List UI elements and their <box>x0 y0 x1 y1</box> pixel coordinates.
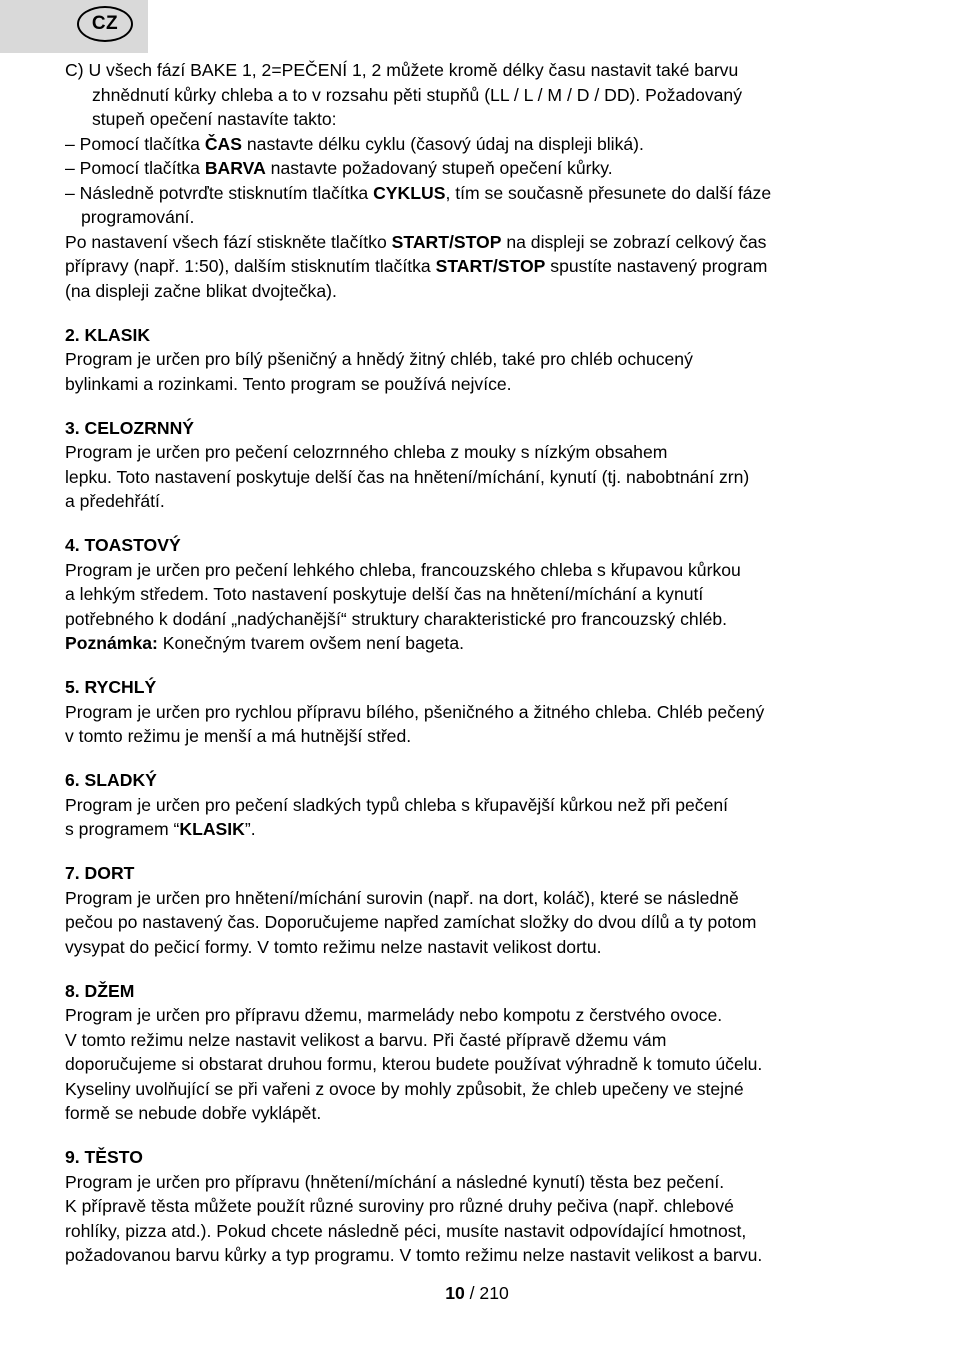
text-line: a předehřátí. <box>65 491 165 511</box>
section-klasik <box>65 323 895 397</box>
section-title: 5. RYCHLÝ <box>65 677 157 697</box>
document-body <box>65 58 895 1268</box>
note-label: Poznámka: <box>65 633 158 653</box>
bullet-item: – Pomocí tlačítka ČAS nastavte délku cyklu (časový údaj na displeji bliká). <box>65 133 644 154</box>
page-total: / 210 <box>464 1283 509 1303</box>
button-name: BARVA <box>204 158 266 178</box>
section-testo <box>65 1145 895 1268</box>
note-line: Poznámka: Konečným tvarem ovšem není bageta. <box>65 633 464 653</box>
section-dort <box>65 861 895 959</box>
text-line: potřebného k dodání „nadýchanější“ struktury charakteristické pro francouzský chléb. <box>65 608 728 629</box>
section-rychly <box>65 675 895 749</box>
language-badge: CZ <box>77 6 133 42</box>
text-line: Program je určen pro bílý pšeničný a hnědý žitný chléb, také pro chléb ochucený <box>65 349 693 369</box>
intro-paragraph <box>65 58 895 303</box>
text-line: bylinkami a rozinkami. Tento program se používá nejvíce. <box>65 373 512 394</box>
page-number: 10 <box>445 1283 465 1303</box>
section-celozrnny <box>65 416 895 514</box>
section-toastovy <box>65 533 895 656</box>
button-name: START/STOP <box>391 231 502 252</box>
text-line: Po nastavení všech fází stiskněte tlačítko START/STOP na displeji se zobrazí celkový čas <box>65 231 767 252</box>
text-line: Program je určen pro rychlou přípravu bílého, pšeničného a žitného chleba. Chléb pečený <box>65 701 765 722</box>
bullet-item: – Následně potvrďte stisknutím tlačítka CYKLUS, tím se současně přesunete do další fáze <box>65 182 772 203</box>
text-line: rohlíky, pizza atd.). Pokud chcete následně péci, musíte nastavit odpovídající hmotnost, <box>65 1220 747 1241</box>
text-line: Kyseliny uvolňující se při vařeni z ovoce by mohly způsobit, že chleb upečeny ve stejné <box>65 1078 744 1099</box>
text-line: přípravy (např. 1:50), dalším stisknutím tlačítka START/STOP spustíte nastavený program <box>65 256 768 276</box>
text-line: formě se nebude dobře vyklápět. <box>65 1103 322 1123</box>
section-dzem <box>65 979 895 1126</box>
text-line: (na displeji začne blikat dvojtečka). <box>65 280 337 301</box>
page-footer <box>0 1283 954 1304</box>
bullet-item: – Pomocí tlačítka BARVA nastavte požadovaný stupeň opečení kůrky. <box>65 158 613 178</box>
text-line: doporučujeme si obstarat druhou formu, kterou budete používat výhradně k tomuto účelu. <box>65 1054 763 1074</box>
section-title: 7. DORT <box>65 863 135 883</box>
section-title: 4. TOASTOVÝ <box>65 535 181 555</box>
text-line: zhnědnutí kůrky chleba a to v rozsahu pěti stupňů (LL / L / M / D / DD). Požadovaný <box>92 84 742 105</box>
text-line: Program je určen pro pečení lehkého chleba, francouzského chleba s křupavou kůrkou <box>65 559 741 580</box>
button-name: ČAS <box>204 133 242 154</box>
text-line: vysypat do pečicí formy. V tomto režimu nelze nastavit velikost dortu. <box>65 936 602 957</box>
text-line: a lehkým středem. Toto nastavení poskytuje delší čas na hnětení/míchání a kynutí <box>65 584 704 604</box>
text-line: Program je určen pro přípravu (hnětení/míchání a následné kynutí) těsta bez pečení. <box>65 1171 725 1192</box>
button-name: CYKLUS <box>373 182 446 203</box>
text-line: v tomto režimu je menší a má hutnější střed. <box>65 726 412 746</box>
text-line: požadovanou barvu kůrky a typ programu. V tomto režimu nelze nastavit velikost a barvu. <box>65 1245 763 1265</box>
text-line: Program je určen pro přípravu džemu, marmelády nebo kompotu z čerstvého ovoce. <box>65 1005 723 1025</box>
section-title: 6. SLADKÝ <box>65 770 157 790</box>
text-line: Program je určen pro pečení sladkých typů chleba s křupavější kůrkou než při pečení <box>65 794 729 815</box>
button-name: START/STOP <box>435 256 546 276</box>
text-line: s programem “KLASIK”. <box>65 819 256 839</box>
text-line: V tomto režimu nelze nastavit velikost a barvu. Při časté přípravě džemu vám <box>65 1029 667 1050</box>
section-title: 3. CELOZRNNÝ <box>65 417 195 438</box>
section-title: 8. DŽEM <box>65 980 135 1001</box>
text-line: stupeň opečení nastavíte takto: <box>92 109 337 129</box>
section-sladky <box>65 768 895 842</box>
text-line: Program je určen pro hnětení/míchání surovin (např. na dort, koláč), které se následně <box>65 887 739 908</box>
text-line: pečou po nastavený čas. Doporučujeme napřed zamíchat složky do dvou dílů a ty potom <box>65 912 757 932</box>
text-line: C) U všech fází BAKE 1, 2=PEČENÍ 1, 2 můžete kromě délky času nastavit také barvu <box>65 60 739 80</box>
section-title: 9. TĚSTO <box>65 1147 143 1167</box>
text-line: programování. <box>81 207 195 227</box>
text-line: lepku. Toto nastavení poskytuje delší čas na hnětení/míchání, kynutí (tj. nabobtnání zrn) <box>65 466 750 487</box>
text-line: Program je určen pro pečení celozrnného chleba z mouky s nízkým obsahem <box>65 442 668 462</box>
text-line: K přípravě těsta můžete použít různé suroviny pro různé druhy pečiva (např. chlebové <box>65 1196 734 1216</box>
section-title: 2. KLASIK <box>65 324 151 345</box>
language-tab <box>0 0 148 53</box>
